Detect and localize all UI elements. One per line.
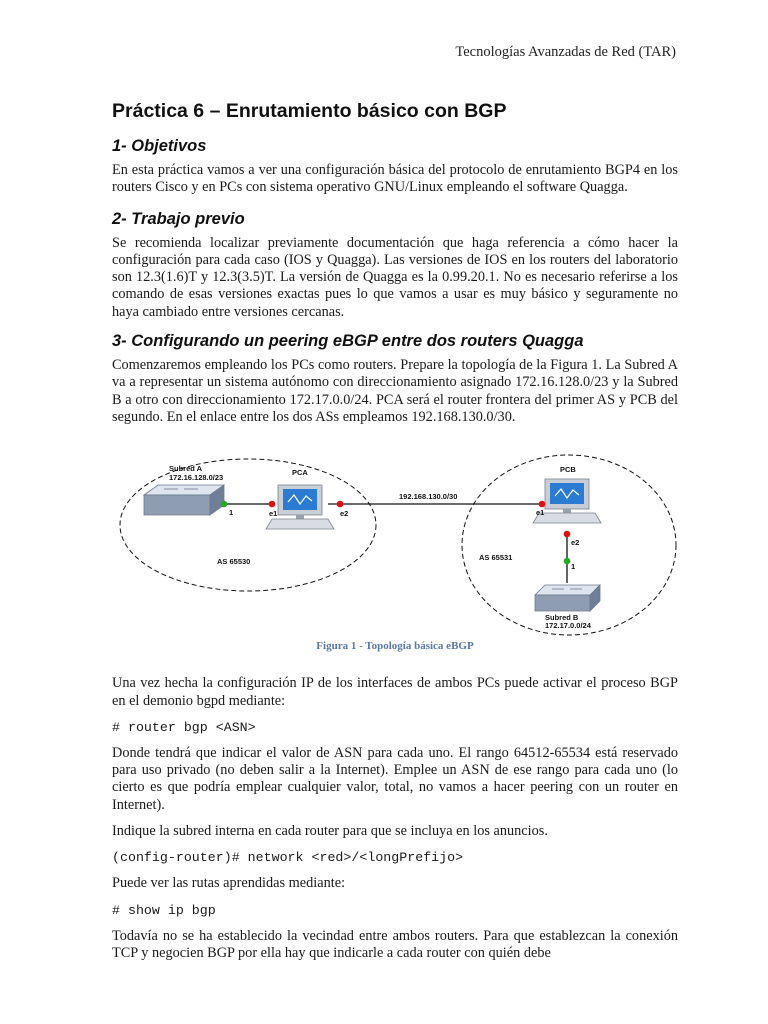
section-heading-peering: 3- Configurando un peering eBGP entre dos routers Quagga [112,332,584,351]
port-label: 1 [229,508,234,518]
link-status-dot [337,501,344,508]
figure-caption: Figura 1 - Topología básica eBGP [316,640,474,653]
link-status-dot [539,501,546,508]
paragraph: Comenzaremos empleando los PCs como routers. Prepare la topología de la Figura 1. La Subred A va a representar un sistema autónomo con direccionamiento asignado 172.16.128.0/23 y la Subred B a otro con direccionamiento 172.17.0.0/24. PCA será el router frontera del primer AS y PCB del segundo. En el enlace entre los dos ASs empleamos 192.168.130.0/30. [112,357,678,425]
topology-figure [112,435,678,665]
code-line: (config-router)# network <red>/<longPrefijo> [112,850,464,866]
subnet-a-address: 172.16.128.0/23 [169,473,224,483]
paragraph: Puede ver las rutas aprendidas mediante: [112,875,346,892]
subnet-a-label: Subred A [169,464,203,474]
pca-computer-icon [266,485,334,529]
pca-e1-label: e1 [269,509,278,519]
switch-a-icon [144,485,224,515]
paragraph: Una vez hecha la configuración IP de los interfaces de ambos PCs puede activar el proceso BGP en el demonio bgpd mediante: [112,675,678,709]
link-status-dot [564,531,571,538]
link-status-dot [564,558,571,565]
subnet-b-label: Subred B [545,613,579,623]
paragraph: Donde tendrá que indicar el valor de ASN para cada uno. El rango 64512-65534 está reservado para uso privado (no deben salir a la Internet). Emplee un ASN de ese rango para cada uno (lo cierto es que podría emplear cualquier valor, total, no vamos a hacer peering con un router en Internet). [112,744,678,813]
link-status-dot [269,501,276,508]
code-line: # show ip bgp [112,902,216,918]
page-title: Práctica 6 – Enrutamiento básico con BGP [112,100,507,122]
pca-label: PCA [292,468,308,478]
section-heading-objetivos: 1- Objetivos [112,137,207,155]
section-heading-trabajo-previo: 2- Trabajo previo [112,209,245,228]
paragraph: Se recomienda localizar previamente documentación que haga referencia a cómo hacer la configuración para cada caso (IOS y Quagga). Las versiones de IOS en los routers del laboratorio son 12.3(1.6)T y 12.3(3.5)T. La versión de Quagga es la 0.99.20.1. No es necesario referirse a los comando de esas versiones exactas pues lo que vamos a usar es muy básico y seguramente no haya cambiado entre versiones cercanas. [112,234,678,320]
link-status-dot [221,501,228,508]
link-address-label: 192.168.130.0/30 [399,492,458,502]
page-content [112,100,678,971]
port-label: 1 [571,562,576,572]
subnet-b-address: 172.17.0.0/24 [545,621,591,631]
pcb-label: PCB [560,465,576,475]
as-a-boundary [120,459,376,591]
switch-b-icon [535,585,600,611]
paragraph: En esta práctica vamos a ver una configuración básica del protocolo de enrutamiento BGP4 en los routers Cisco y en PCs con sistema operativo GNU/Linux empleando el software Quagga. [112,162,678,196]
pca-e2-label: e2 [340,509,349,519]
as-b-label: AS 65531 [479,553,513,563]
paragraph: Todavía no se ha establecido la vecindad entre ambos routers. Para que establezcan la conexión TCP y negocien BGP por ella hay que indicarle a cada router con quién debe [112,927,678,961]
running-header: Tecnologías Avanzadas de Red (TAR) [455,44,676,60]
code-line: # router bgp <ASN> [112,719,256,735]
paragraph: Indique la subred interna en cada router para que se incluya en los anuncios. [112,823,548,840]
as-a-label: AS 65530 [217,557,251,567]
pcb-e2-label: e2 [571,538,580,548]
pcb-e1-label: e1 [536,508,545,518]
